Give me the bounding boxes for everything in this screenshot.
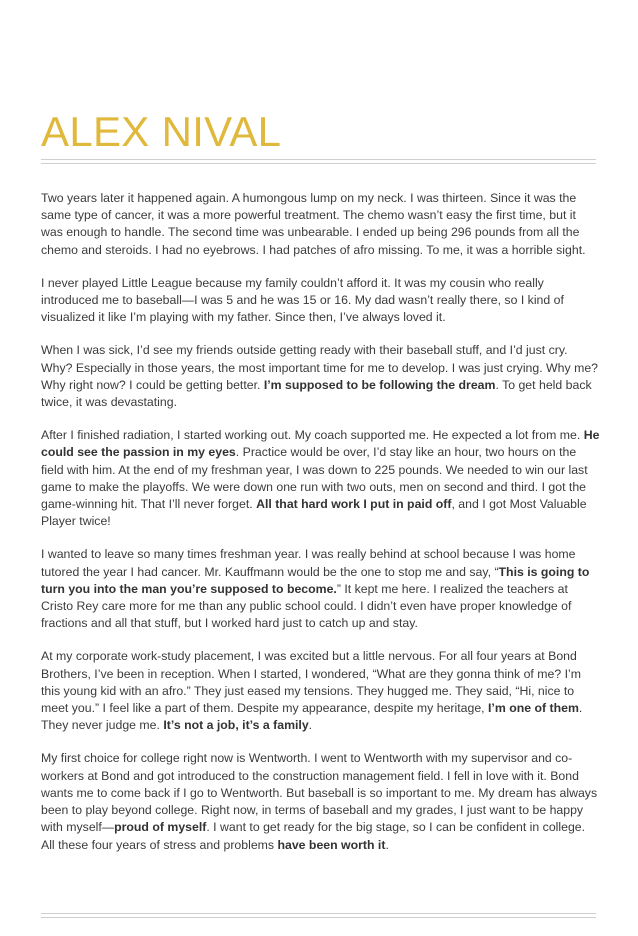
story-body (41, 190, 601, 870)
paragraph-text: When I was sick, I’d see my friends outside getting ready with their baseball stuff, and I’d just cry. Why? Especially in those years, the most important time for me to develop. I was just crying. Why me? Why right now? I could be getting better. (41, 343, 598, 392)
emphasis-text: It’s not a job, it’s a family (163, 718, 309, 733)
paragraph-text: . (308, 718, 313, 733)
story-paragraph (41, 546, 601, 632)
emphasis-text: I’m supposed to be following the dream (263, 377, 496, 392)
emphasis-text: All that hard work I put in paid off (256, 497, 452, 512)
story-paragraph (41, 275, 601, 327)
emphasis-text: have been worth it (277, 837, 386, 852)
story-paragraph (41, 750, 601, 853)
paragraph-text: I never played Little League because my family couldn’t afford it. It was my cousin who really introduced me to baseball—I was 5 and he was 15 or 16. My dad wasn’t really there, so I kind of visualized it like I’m playing with my father. Since then, I’ve always loved it. (41, 275, 564, 325)
paragraph-text: I wanted to leave so many times freshman year. I was really behind at school because I was home tutored the year I had cancer. Mr. Kauffmann would be the one to stop me and say, “ (41, 547, 576, 579)
footer-divider-line (41, 917, 596, 918)
page-title: ALEX NIVAL (41, 108, 282, 155)
story-paragraph (41, 648, 601, 734)
story-paragraph (41, 190, 601, 259)
story-paragraph (41, 342, 601, 411)
paragraph-text: ” It kept me here. I realized the teachers at Cristo Rey care more for me than any public school could. I didn’t even have proper knowledge of fractions and all that stuff, but I worked hard just to catch up and stay. (41, 581, 572, 631)
emphasis-text: He could see the passion in my eyes (41, 428, 600, 460)
paragraph-text: My first choice for college right now is Wentworth. I went to Wentworth with my supervisor and co-workers at Bond and got introduced to the construction management field. I fell in love with it. Bond wants me to come back if I go to Wentworth. But baseball is so important to me. My dream has always been to play beyond college. Right now, in terms of baseball and my grades, I just want to be happy with myself— (41, 751, 598, 835)
paragraph-text: . Practice would be over, I’d stay like an hour, two hours on the field with him. At the end of my freshman year, I was down to 225 pounds. We needed to win our last game to make the playoffs. We were down one run with two outs, men on second and third. I got the game-winning hit. That I’ll never forget. (41, 445, 588, 512)
header-divider-line (41, 163, 596, 164)
paragraph-text: , and I got Most Valuable Player twice! (41, 497, 587, 529)
paragraph-text: Two years later it happened again. A humongous lump on my neck. I was thirteen. Since it was the same type of cancer, it was a more powerful treatment. The chemo wasn’t easy the first time, but it was enough to handle. The second time was unbearable. I ended up being 296 pounds from all the chemo and steroids. I had no eyebrows. I had patches of afro missing. To me, it was a horrible sight. (41, 191, 586, 257)
footer-divider-line (41, 913, 596, 914)
paragraph-text: . They never judge me. (41, 701, 583, 733)
story-paragraph (41, 427, 601, 530)
emphasis-text: This is going to turn you into the man you’re supposed to become. (41, 564, 590, 596)
paragraph-text: . I want to get ready for the big stage, so I can be confident in college. All these four years of stress and problems (41, 820, 586, 852)
paragraph-text: . To get held back twice, it was devastating. (41, 377, 592, 410)
emphasis-text: proud of myself (114, 820, 207, 835)
paragraph-text: . (385, 837, 389, 852)
paragraph-text: At my corporate work-study placement, I was excited but a little nervous. For all four years at Bond Brothers, I’ve been in reception. When I started, I wondered, “What are they gonna think of me? I’m this young kid with an afro.” They just eased my tensions. They hugged me. They said, “Hi, nice to meet you.” I feel like a part of them. Despite my appearance, despite my heritage, (41, 649, 581, 716)
emphasis-text: I’m one of them (488, 701, 579, 716)
header-divider-line (41, 159, 596, 160)
paragraph-text: After I finished radiation, I started working out. My coach supported me. He expected a lot from me. (41, 428, 584, 443)
